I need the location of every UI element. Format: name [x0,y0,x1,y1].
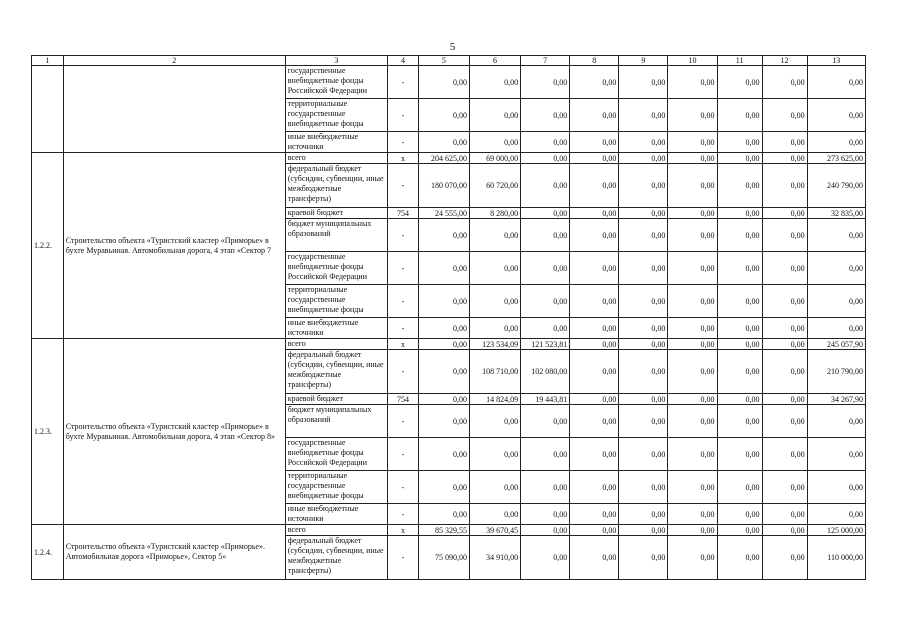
amount-value: 0,00 [469,318,520,339]
amount-value: 0,00 [668,66,717,99]
amount-value: 0,00 [521,438,570,471]
amount-value: 0,00 [619,438,668,471]
amount-value: 24 555,00 [418,208,469,219]
column-header: 5 [418,56,469,66]
budget-code: - [388,438,419,471]
funding-source: краевой бюджет [285,394,387,405]
budget-code: - [388,219,419,252]
amount-value: 0,00 [717,164,762,208]
amount-value: 180 070,00 [418,164,469,208]
amount-value: 0,00 [762,208,807,219]
amount-value: 0,00 [521,66,570,99]
amount-value: 0,00 [619,394,668,405]
amount-value: 0,00 [418,471,469,504]
amount-value: 0,00 [619,164,668,208]
amount-value: 0,00 [717,132,762,153]
amount-value: 0,00 [418,219,469,252]
amount-value: 0,00 [668,208,717,219]
amount-value: 0,00 [570,66,619,99]
budget-code: 754 [388,208,419,219]
amount-value: 0,00 [521,153,570,164]
funding-source: бюджет муниципальных образований [285,219,387,252]
amount-value: 0,00 [570,252,619,285]
amount-value: 0,00 [668,153,717,164]
amount-value: 0,00 [619,66,668,99]
amount-value: 0,00 [418,99,469,132]
total-value: 273 625,00 [807,153,865,164]
column-header: 9 [619,56,668,66]
budget-code: х [388,339,419,350]
amount-value: 0,00 [418,350,469,394]
funding-source: всего [285,525,387,536]
amount-value: 0,00 [619,339,668,350]
amount-value: 0,00 [418,405,469,438]
amount-value: 0,00 [570,350,619,394]
amount-value: 0,00 [762,536,807,580]
amount-value: 0,00 [717,394,762,405]
total-value: 0,00 [807,504,865,525]
amount-value: 0,00 [717,339,762,350]
amount-value: 0,00 [619,285,668,318]
amount-value: 0,00 [521,219,570,252]
amount-value: 0,00 [418,394,469,405]
amount-value: 0,00 [619,208,668,219]
amount-value: 0,00 [717,504,762,525]
column-number-row [32,56,866,66]
amount-value: 0,00 [717,99,762,132]
funding-source: федеральный бюджет (субсидии, субвенции, иные межбюджетные трансферты) [285,350,387,394]
column-header: 13 [807,56,865,66]
amount-value: 0,00 [619,318,668,339]
amount-value: 0,00 [418,438,469,471]
amount-value: 0,00 [619,405,668,438]
amount-value: 0,00 [521,536,570,580]
amount-value: 0,00 [762,285,807,318]
item-index: 1.2.3. [32,339,64,525]
total-value: 32 835,00 [807,208,865,219]
budget-table [31,55,866,580]
amount-value: 0,00 [717,285,762,318]
total-value: 0,00 [807,471,865,504]
amount-value: 0,00 [762,252,807,285]
amount-value: 0,00 [570,132,619,153]
amount-value: 85 329,55 [418,525,469,536]
amount-value: 0,00 [570,471,619,504]
amount-value: 0,00 [762,318,807,339]
amount-value: 0,00 [668,318,717,339]
amount-value: 0,00 [418,504,469,525]
column-header: 8 [570,56,619,66]
amount-value: 0,00 [668,252,717,285]
amount-value: 0,00 [469,66,520,99]
amount-value: 0,00 [570,285,619,318]
amount-value: 0,00 [418,252,469,285]
amount-value: 0,00 [668,219,717,252]
funding-source: территориальные государственные внебюджетные фонды [285,285,387,318]
amount-value: 102 080,00 [521,350,570,394]
amount-value: 0,00 [668,132,717,153]
budget-code: - [388,285,419,318]
amount-value: 0,00 [570,99,619,132]
amount-value: 19 443,81 [521,394,570,405]
budget-code: - [388,66,419,99]
total-value: 0,00 [807,318,865,339]
total-value: 0,00 [807,285,865,318]
funding-source: территориальные государственные внебюджетные фонды [285,99,387,132]
funding-source: федеральный бюджет (субсидии, субвенции, иные межбюджетные трансферты) [285,164,387,208]
amount-value: 0,00 [619,536,668,580]
budget-code: 754 [388,394,419,405]
amount-value: 0,00 [762,504,807,525]
amount-value: 0,00 [668,339,717,350]
budget-code: - [388,536,419,580]
amount-value: 0,00 [418,339,469,350]
amount-value: 0,00 [762,438,807,471]
amount-value: 0,00 [717,153,762,164]
amount-value: 0,00 [762,525,807,536]
total-value: 0,00 [807,405,865,438]
funding-source: иные внебюджетные источники [285,132,387,153]
column-header: 4 [388,56,419,66]
amount-value: 0,00 [521,471,570,504]
table-body [32,56,866,580]
amount-value: 0,00 [570,318,619,339]
item-index [32,66,64,153]
object-name: Строительство объекта «Туристский кластер «Приморье». Автомобильная дорога «Приморье», Сектор 5» [63,525,285,580]
funding-source: бюджет муниципальных образований [285,405,387,438]
amount-value: 0,00 [619,219,668,252]
budget-code: - [388,318,419,339]
funding-source: всего [285,153,387,164]
amount-value: 0,00 [668,164,717,208]
amount-value: 39 670,45 [469,525,520,536]
amount-value: 121 523,81 [521,339,570,350]
amount-value: 108 710,00 [469,350,520,394]
funding-source: территориальные государственные внебюджетные фонды [285,471,387,504]
amount-value: 0,00 [762,66,807,99]
amount-value: 0,00 [762,350,807,394]
amount-value: 0,00 [418,66,469,99]
amount-value: 0,00 [717,438,762,471]
amount-value: 0,00 [762,219,807,252]
total-value: 125 000,00 [807,525,865,536]
amount-value: 0,00 [570,504,619,525]
amount-value: 0,00 [521,132,570,153]
amount-value: 0,00 [668,350,717,394]
amount-value: 0,00 [570,339,619,350]
amount-value: 0,00 [717,318,762,339]
amount-value: 0,00 [762,471,807,504]
column-header: 11 [717,56,762,66]
funding-source: государственные внебюджетные фонды Российской Федерации [285,66,387,99]
amount-value: 0,00 [469,438,520,471]
amount-value: 0,00 [668,525,717,536]
amount-value: 0,00 [762,339,807,350]
amount-value: 0,00 [570,208,619,219]
budget-code: х [388,525,419,536]
column-header: 12 [762,56,807,66]
total-value: 0,00 [807,219,865,252]
budget-code: - [388,99,419,132]
amount-value: 0,00 [619,132,668,153]
amount-value: 8 280,00 [469,208,520,219]
amount-value: 0,00 [521,164,570,208]
amount-value: 0,00 [619,350,668,394]
column-header: 10 [668,56,717,66]
amount-value: 0,00 [570,405,619,438]
amount-value: 204 625,00 [418,153,469,164]
amount-value: 0,00 [570,536,619,580]
object-name: Строительство объекта «Туристский кластер «Приморье» в бухте Муравьиная. Автомобильная дорога, 4 этап «Сектор 7 [63,153,285,339]
item-index: 1.2.2. [32,153,64,339]
funding-source: государственные внебюджетные фонды Российской Федерации [285,438,387,471]
column-header: 2 [63,56,285,66]
amount-value: 0,00 [668,438,717,471]
amount-value: 0,00 [717,536,762,580]
amount-value: 0,00 [418,285,469,318]
budget-code: - [388,132,419,153]
budget-code: - [388,164,419,208]
amount-value: 0,00 [469,504,520,525]
amount-value: 0,00 [668,536,717,580]
funding-source: иные внебюджетные источники [285,318,387,339]
funding-source: иные внебюджетные источники [285,504,387,525]
amount-value: 75 090,00 [418,536,469,580]
total-value: 0,00 [807,252,865,285]
amount-value: 0,00 [619,525,668,536]
amount-value: 0,00 [570,153,619,164]
amount-value: 0,00 [717,525,762,536]
amount-value: 0,00 [762,132,807,153]
amount-value: 0,00 [668,99,717,132]
amount-value: 0,00 [570,164,619,208]
amount-value: 0,00 [717,219,762,252]
amount-value: 0,00 [717,350,762,394]
total-value: 0,00 [807,132,865,153]
total-value: 240 790,00 [807,164,865,208]
amount-value: 0,00 [717,208,762,219]
amount-value: 0,00 [762,99,807,132]
budget-code: х [388,153,419,164]
total-value: 34 267,90 [807,394,865,405]
amount-value: 0,00 [619,504,668,525]
amount-value: 0,00 [521,318,570,339]
column-header: 6 [469,56,520,66]
table-row [32,66,866,99]
amount-value: 123 534,09 [469,339,520,350]
amount-value: 0,00 [717,471,762,504]
funding-source: всего [285,339,387,350]
object-name: Строительство объекта «Туристский кластер «Приморье» в бухте Муравьиная. Автомобильная дорога, 4 этап «Сектор 8» [63,339,285,525]
amount-value: 0,00 [762,405,807,438]
amount-value: 0,00 [570,219,619,252]
budget-code: - [388,504,419,525]
amount-value: 0,00 [521,285,570,318]
amount-value: 0,00 [717,66,762,99]
amount-value: 0,00 [469,405,520,438]
amount-value: 0,00 [762,153,807,164]
amount-value: 0,00 [469,99,520,132]
column-header: 1 [32,56,64,66]
budget-code: - [388,471,419,504]
amount-value: 0,00 [418,132,469,153]
total-value: 0,00 [807,438,865,471]
total-value: 210 790,00 [807,350,865,394]
amount-value: 0,00 [521,525,570,536]
amount-value: 0,00 [619,153,668,164]
table-row [32,153,866,164]
total-value: 0,00 [807,99,865,132]
amount-value: 14 824,09 [469,394,520,405]
amount-value: 0,00 [469,132,520,153]
amount-value: 0,00 [668,285,717,318]
amount-value: 0,00 [762,394,807,405]
amount-value: 0,00 [668,405,717,438]
amount-value: 0,00 [717,405,762,438]
budget-code: - [388,405,419,438]
amount-value: 0,00 [570,438,619,471]
amount-value: 0,00 [469,219,520,252]
amount-value: 69 000,00 [469,153,520,164]
funding-source: федеральный бюджет (субсидии, субвенции, иные межбюджетные трансферты) [285,536,387,580]
amount-value: 0,00 [469,252,520,285]
table-row [32,525,866,536]
amount-value: 0,00 [619,252,668,285]
amount-value: 0,00 [521,252,570,285]
amount-value: 0,00 [717,252,762,285]
table-row [32,339,866,350]
amount-value: 0,00 [668,504,717,525]
object-name [63,66,285,153]
amount-value: 0,00 [521,208,570,219]
funding-source: краевой бюджет [285,208,387,219]
amount-value: 0,00 [668,394,717,405]
column-header: 3 [285,56,387,66]
page-number: 5 [449,41,456,53]
amount-value: 0,00 [418,318,469,339]
item-index: 1.2.4. [32,525,64,580]
budget-code: - [388,252,419,285]
total-value: 0,00 [807,66,865,99]
total-value: 245 057,90 [807,339,865,350]
funding-source: государственные внебюджетные фонды Российской Федерации [285,252,387,285]
amount-value: 0,00 [570,394,619,405]
total-value: 110 000,00 [807,536,865,580]
amount-value: 0,00 [570,525,619,536]
amount-value: 34 910,00 [469,536,520,580]
amount-value: 0,00 [521,405,570,438]
amount-value: 0,00 [521,99,570,132]
column-header: 7 [521,56,570,66]
amount-value: 60 720,00 [469,164,520,208]
amount-value: 0,00 [619,471,668,504]
amount-value: 0,00 [469,471,520,504]
budget-code: - [388,350,419,394]
amount-value: 0,00 [668,471,717,504]
amount-value: 0,00 [619,99,668,132]
amount-value: 0,00 [469,285,520,318]
amount-value: 0,00 [762,164,807,208]
amount-value: 0,00 [521,504,570,525]
